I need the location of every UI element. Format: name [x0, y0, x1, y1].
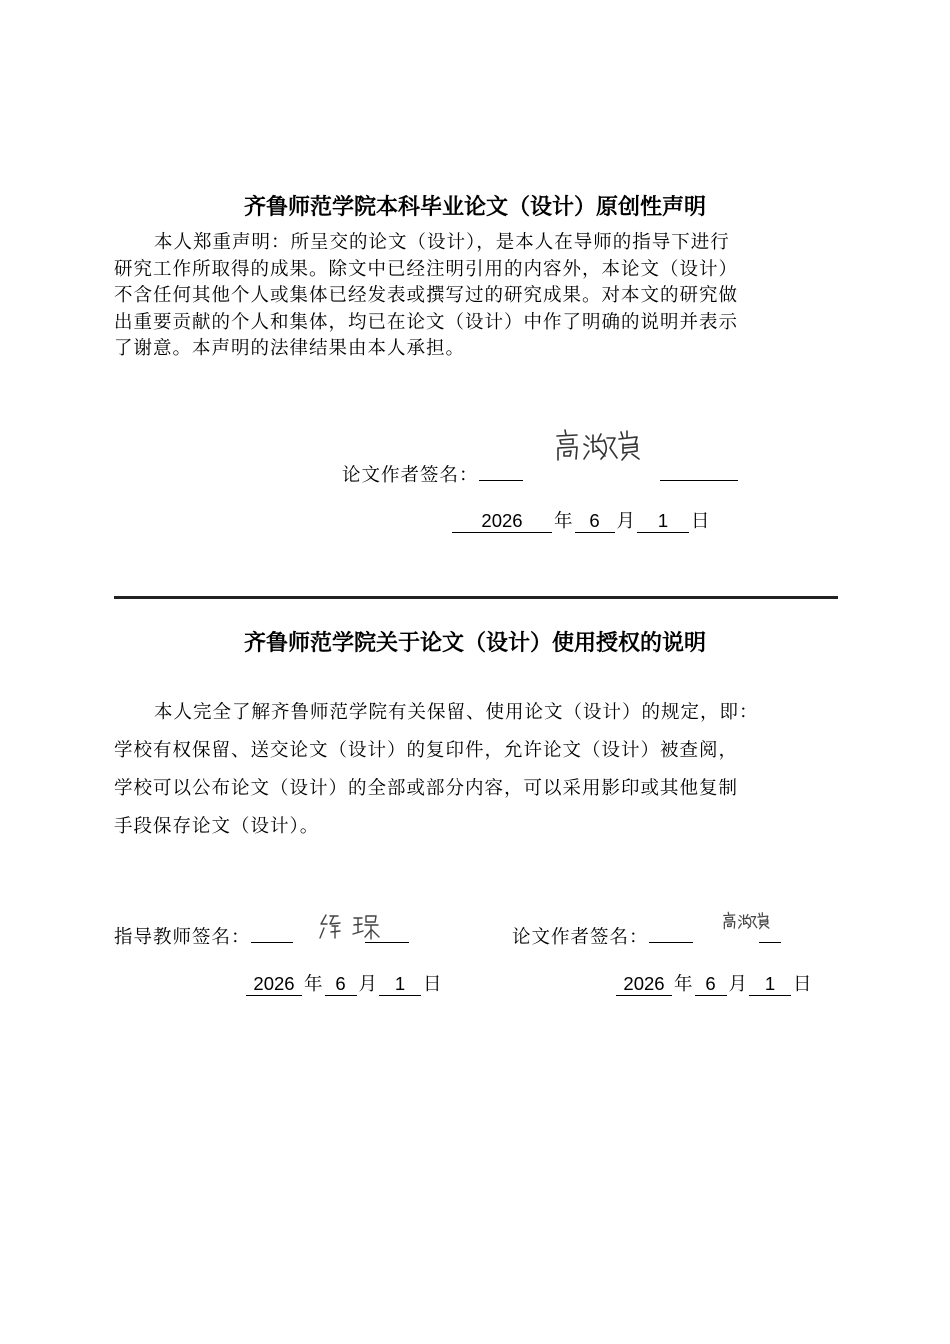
declaration-line-5: 了谢意。本声明的法律结果由本人承担。 [114, 338, 466, 359]
author-signature-row-1 [342, 460, 523, 487]
signature-underline [251, 922, 293, 943]
declaration-body [114, 230, 839, 363]
signature-underline [479, 460, 523, 481]
date-year: 2026 [246, 973, 302, 996]
date-day: 1 [749, 973, 791, 996]
declaration-line-2: 研究工作所取得的成果。除文中已经注明引用的内容外，本论文（设计） [114, 258, 739, 280]
authorization-line-4: 手段保存论文（设计）。 [114, 816, 320, 837]
day-unit: 日 [691, 511, 710, 532]
date-day: 1 [637, 510, 689, 533]
day-unit: 日 [423, 974, 442, 995]
year-unit: 年 [304, 974, 323, 995]
author-handwritten-signature [553, 426, 649, 466]
declaration-title: 齐鲁师范学院本科毕业论文（设计）原创性声明 [243, 195, 706, 220]
authorization-line-2: 学校有权保留、送交论文（设计）的复印件，允许论文（设计）被查阅， [114, 740, 739, 761]
year-unit: 年 [554, 511, 573, 532]
month-unit: 月 [616, 511, 636, 532]
authorization-body [114, 694, 839, 846]
date-month: 6 [695, 973, 727, 996]
declaration-line-4: 出重要贡献的个人和集体，均已在论文（设计）中作了明确的说明并表示 [114, 311, 739, 333]
declaration-line-1: 本人郑重声明：所呈交的论文（设计），是本人在导师的指导下进行 [154, 232, 730, 253]
advisor-handwritten-signature [318, 912, 382, 942]
month-unit: 月 [728, 974, 748, 995]
author-handwritten-signature-2 [720, 910, 776, 932]
date-year: 2026 [616, 973, 672, 996]
author-date [616, 970, 814, 996]
advisor-date [246, 970, 444, 996]
signature-underline [660, 460, 738, 481]
date-year: 2026 [452, 510, 552, 533]
signature-underline [649, 922, 693, 943]
section-divider [114, 596, 838, 599]
declaration-line-3: 不含任何其他个人或集体已经发表或撰写过的研究成果。对本文的研究做 [114, 285, 739, 306]
year-unit: 年 [674, 974, 693, 995]
date-month: 6 [575, 510, 615, 533]
signature-underline-tail [660, 460, 738, 486]
day-unit: 日 [793, 974, 812, 995]
author-signature-label-2: 论文作者签名： [512, 927, 649, 948]
authorization-title: 齐鲁师范学院关于论文（设计）使用授权的说明 [243, 631, 706, 656]
month-unit: 月 [358, 974, 378, 995]
author-signature-label: 论文作者签名： [342, 465, 479, 486]
declaration-date [452, 507, 712, 533]
authorization-line-3: 学校可以公布论文（设计）的全部或部分内容，可以采用影印或其他复制 [114, 778, 739, 799]
authorization-line-1: 本人完全了解齐鲁师范学院有关保留、使用论文（设计）的规定，即： [154, 702, 759, 723]
date-day: 1 [379, 973, 421, 996]
date-month: 6 [325, 973, 357, 996]
advisor-signature-label: 指导教师签名： [114, 927, 251, 948]
